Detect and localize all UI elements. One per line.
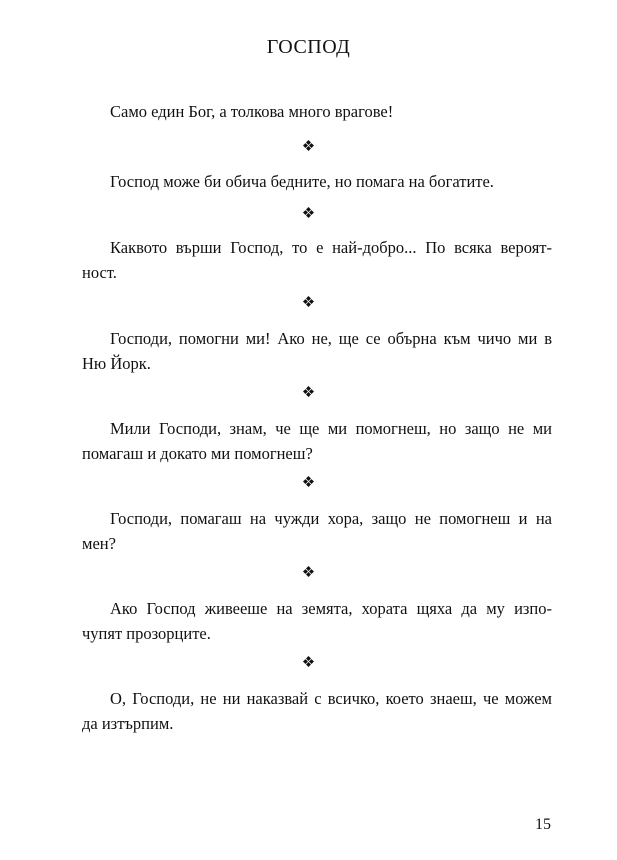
aphorism-line: Ако Господ живееше на земята, хората щяха да му изпо- <box>110 599 552 618</box>
aphorism-line: Само един Бог, а толкова много врагове! <box>110 102 394 121</box>
separator-ornament: ❖ <box>301 655 316 671</box>
page-number: 15 <box>535 816 551 833</box>
separator-ornament: ❖ <box>301 565 316 581</box>
aphorism-line: Господи, помогни ми! Ако не, ще се обърна към чичо ми в <box>110 329 552 348</box>
aphorism-line: мен? <box>82 534 116 553</box>
aphorism-line: О, Господи, не ни наказвай с всичко, което знаеш, че можем <box>110 689 552 708</box>
aphorism-line: чупят прозорците. <box>82 624 211 643</box>
chapter-title: ГОСПОД <box>266 36 351 58</box>
aphorism-line: да изтърпим. <box>82 714 174 733</box>
aphorism-1 <box>82 99 552 124</box>
aphorism-line: Господи, помагаш на чужди хора, защо не помогнеш и на <box>110 509 552 528</box>
aphorism-line: Каквото върши Господ, то е най-добро... По всяка вероят- <box>110 238 552 257</box>
aphorism-line: Ню Йорк. <box>82 354 151 373</box>
separator-ornament: ❖ <box>301 385 316 401</box>
aphorism-8 <box>82 686 552 736</box>
separator-ornament: ❖ <box>301 475 316 491</box>
separator-ornament: ❖ <box>301 295 316 311</box>
aphorism-7 <box>82 596 552 646</box>
aphorism-6 <box>82 506 552 556</box>
aphorism-3 <box>82 235 552 285</box>
aphorism-line: ност. <box>82 263 117 282</box>
aphorism-line: Господ може би обича бедните, но помага на богатите. <box>110 172 494 191</box>
separator-ornament: ❖ <box>301 206 316 222</box>
aphorism-line: Мили Господи, знам, че ще ми помогнеш, но защо не ми <box>110 419 552 438</box>
separator-ornament: ❖ <box>301 139 316 155</box>
aphorism-5 <box>82 416 552 466</box>
aphorism-line: помагаш и докато ми помогнеш? <box>82 444 313 463</box>
aphorism-2 <box>82 169 552 194</box>
aphorism-4 <box>82 326 552 376</box>
